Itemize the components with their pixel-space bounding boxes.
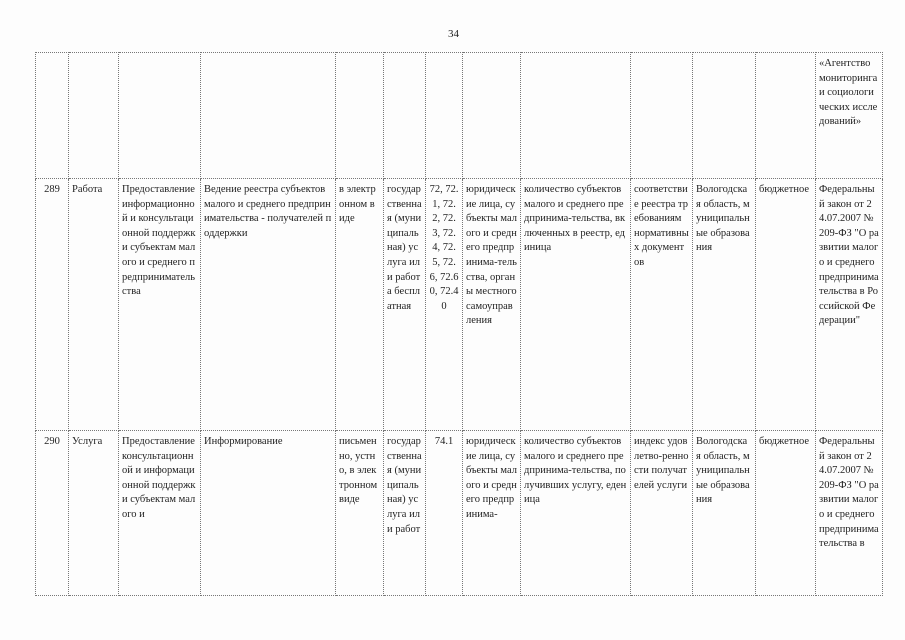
cell-consumers: юридические лица, субъекты малого и среднего предпринима- bbox=[463, 431, 521, 596]
cell-form: в электронном виде bbox=[336, 179, 384, 431]
cell-okved-code: 74.1 bbox=[426, 431, 463, 596]
cell-form: письменно, устно, в электронном виде bbox=[336, 431, 384, 596]
cell-category bbox=[384, 53, 426, 179]
cell-category: государственная (муниципальная) услуга или работ bbox=[384, 431, 426, 596]
cell-volume-indicator bbox=[521, 53, 631, 179]
services-table bbox=[35, 52, 883, 596]
table-row bbox=[36, 53, 883, 179]
cell-consumers bbox=[463, 53, 521, 179]
cell-row-number: 289 bbox=[36, 179, 69, 431]
cell-volume-indicator: количество субъектов малого и среднего предпринима-тельства, получивших услугу, еденица bbox=[521, 431, 631, 596]
cell-type: Услуга bbox=[69, 431, 119, 596]
cell-service-name: Предоставление информационной и консультационной поддержки субъектам малого и среднего предпринимательства bbox=[119, 179, 201, 431]
cell-type: Работа bbox=[69, 179, 119, 431]
cell-category: государственная (муниципальная) услуга или работа бесплатная bbox=[384, 179, 426, 431]
cell-quality-indicator: индекс удовлетво-ренности получателей услуги bbox=[631, 431, 693, 596]
cell-volume-indicator: количество субъектов малого и среднего предпринима-тельства, включенных в реестр, единица bbox=[521, 179, 631, 431]
cell-funding bbox=[756, 53, 816, 179]
cell-territory bbox=[693, 53, 756, 179]
cell-type bbox=[69, 53, 119, 179]
cell-row-number bbox=[36, 53, 69, 179]
cell-consumers: юридические лица, субъекты малого и среднего предпринима-тельства, органы местного самоуправления bbox=[463, 179, 521, 431]
page-number: 34 bbox=[448, 28, 459, 40]
cell-content bbox=[201, 53, 336, 179]
cell-legal-basis: Федеральный закон от 24.07.2007 № 209-ФЗ "О развитии малого и среднего предпринимательства в Российской Федерации" bbox=[816, 179, 883, 431]
cell-content: Ведение реестра субъектов малого и среднего предпринимательства - получателей поддержки bbox=[201, 179, 336, 431]
cell-quality-indicator bbox=[631, 53, 693, 179]
cell-territory: Вологодская область, муниципальные образования bbox=[693, 179, 756, 431]
cell-funding: бюджетное bbox=[756, 179, 816, 431]
cell-okved-code bbox=[426, 53, 463, 179]
cell-quality-indicator: соответствие реестра требованиям нормативных документов bbox=[631, 179, 693, 431]
cell-service-name: Предоставление консультационной и информационной поддержки субъектам малого и bbox=[119, 431, 201, 596]
cell-legal-basis: «Агентство мониторинга и социологических исследований» bbox=[816, 53, 883, 179]
cell-content: Информирование bbox=[201, 431, 336, 596]
cell-legal-basis: Федеральный закон от 24.07.2007 № 209-ФЗ "О развитии малого и среднего предпринимательства в bbox=[816, 431, 883, 596]
cell-okved-code: 72, 72.1, 72.2, 72.3, 72.4, 72.5, 72.6, 72.60, 72.40 bbox=[426, 179, 463, 431]
cell-form bbox=[336, 53, 384, 179]
cell-territory: Вологодская область, муниципальные образования bbox=[693, 431, 756, 596]
table-row bbox=[36, 431, 883, 596]
cell-row-number: 290 bbox=[36, 431, 69, 596]
cell-service-name bbox=[119, 53, 201, 179]
cell-funding: бюджетное bbox=[756, 431, 816, 596]
table-row bbox=[36, 179, 883, 431]
